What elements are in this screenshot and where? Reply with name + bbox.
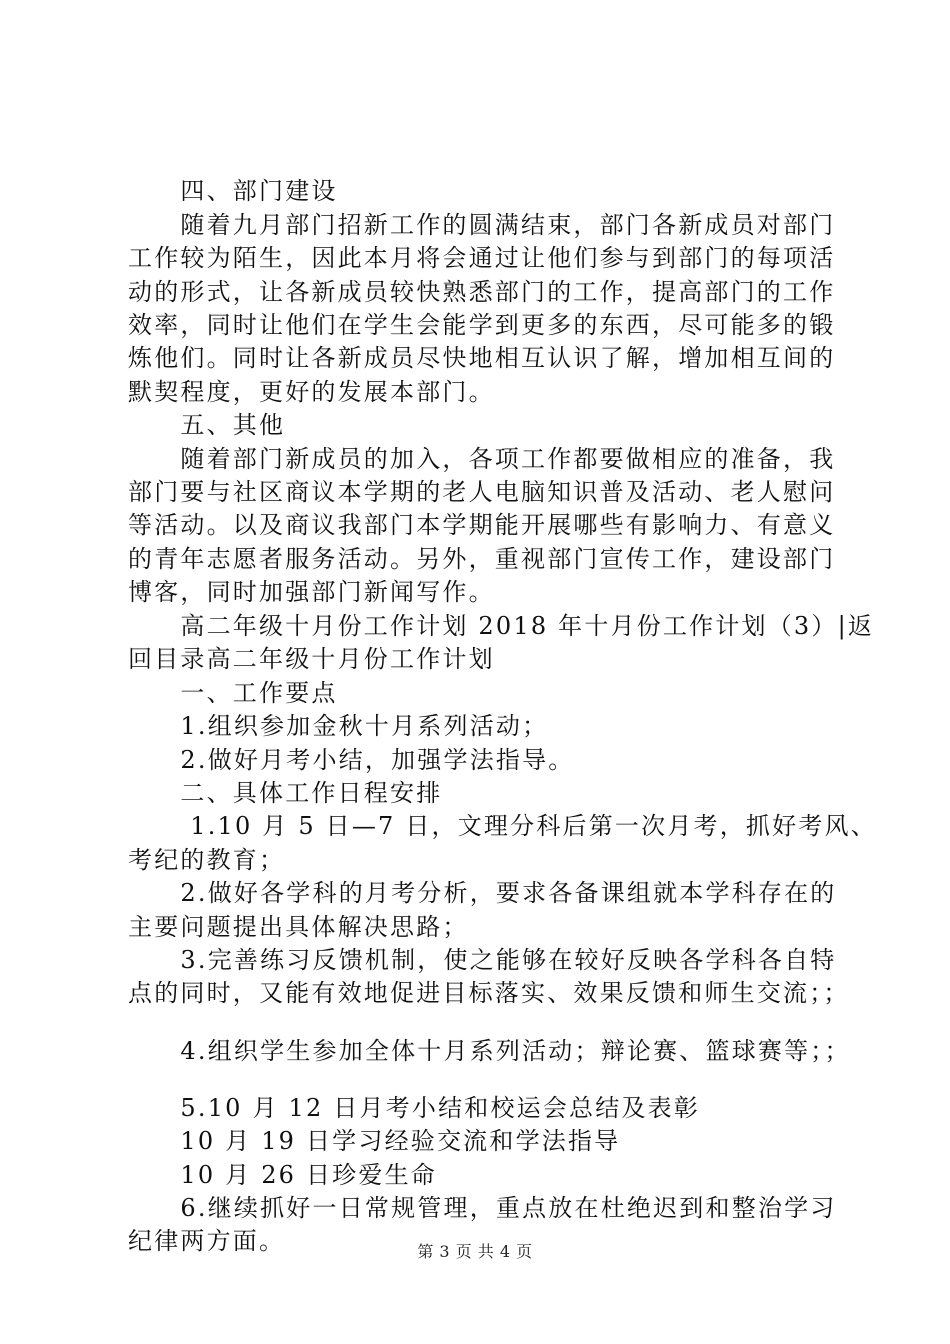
- section-heading-schedule: 二、具体工作日程安排: [128, 779, 443, 807]
- text-line: 工作较为陌生，因此本月将会通过让他们参与到部门的每项活: [128, 244, 836, 272]
- list-item: 4.组织学生参加全体十月系列活动；辩论赛、篮球赛等；；: [128, 1037, 851, 1065]
- text-line: 部门要与社区商议本学期的老人电脑知识普及活动、老人慰问: [128, 478, 836, 506]
- text-line: 纪律两方面。: [128, 1227, 286, 1255]
- list-item: 3.完善练习反馈机制，使之能够在较好反映各学科各自特: [128, 946, 837, 974]
- text-line: 考纪的教育；: [128, 846, 286, 874]
- text-line: 10 月 26 日珍爱生命: [128, 1161, 437, 1189]
- text-line: 的青年志愿者服务活动。另外，重视部门宣传工作，建设部门: [128, 545, 836, 573]
- text-line: 等活动。以及商议我部门本学期能开展哪些有影响力、有意义: [128, 511, 836, 539]
- section-heading-other: 五、其他: [128, 411, 286, 439]
- list-item: 5.10 月 12 日月考小结和校运会总结及表彰: [128, 1094, 701, 1122]
- text-line: 10 月 19 日学习经验交流和学法指导: [128, 1127, 621, 1155]
- text-line: 随着九月部门招新工作的圆满结束，部门各新成员对部门: [128, 211, 836, 239]
- list-item: 6.继续抓好一日常规管理，重点放在杜绝迟到和整治学习: [128, 1194, 837, 1222]
- list-item: 2.做好月考小结，加强学法指导。: [128, 746, 575, 774]
- list-item: 1.组织参加金秋十月系列活动；: [128, 712, 549, 740]
- page-footer: 第 3 页 共 4 页: [417, 1242, 533, 1261]
- text-line: 默契程度，更好的发展本部门。: [128, 378, 495, 406]
- text-line: 高二年级十月份工作计划 2018 年十月份工作计划（3）|返: [128, 612, 875, 640]
- text-line: 效率，同时让他们在学生会能学到更多的东西，尽可能多的锻: [128, 311, 836, 339]
- section-heading-department-building: 四、部门建设: [128, 177, 338, 205]
- text-line: 炼他们。同时让各新成员尽快地相互认识了解，增加相互间的: [128, 344, 836, 372]
- text-line: 主要问题提出具体解决思路；: [128, 913, 469, 941]
- text-line: 回目录高二年级十月份工作计划: [128, 645, 495, 673]
- section-heading-key-points: 一、工作要点: [128, 679, 338, 707]
- list-item: 1.10 月 5 日—7 日，文理分科后第一次月考，抓好考风、: [128, 812, 877, 840]
- text-line: 随着部门新成员的加入，各项工作都要做相应的准备，我: [128, 445, 836, 473]
- list-item: 2.做好各学科的月考分析，要求各备课组就本学科存在的: [128, 879, 837, 907]
- text-line: 动的形式，让各新成员较快熟悉部门的工作，提高部门的工作: [128, 278, 836, 306]
- text-line: 点的同时，又能有效地促进目标落实、效果反馈和师生交流；；: [128, 979, 850, 1007]
- text-line: 博客，同时加强部门新闻写作。: [128, 578, 495, 606]
